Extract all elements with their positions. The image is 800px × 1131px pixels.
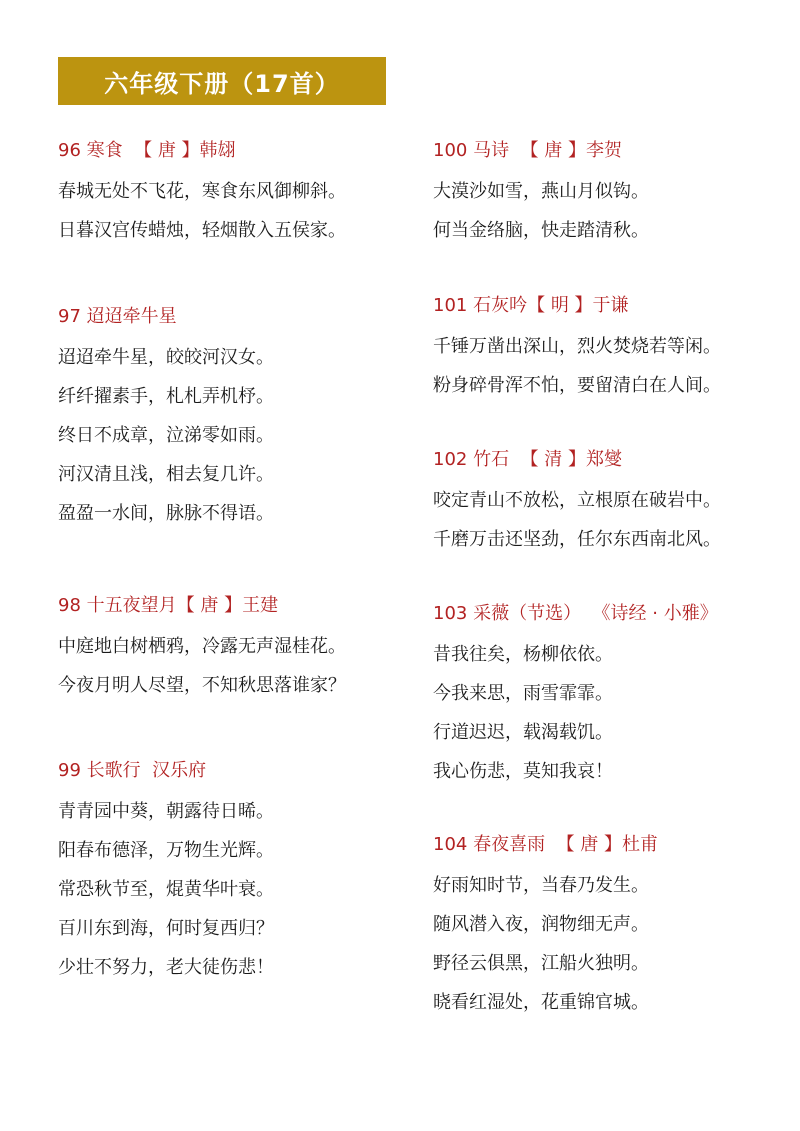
poem-line: 我心伤悲，莫知我哀！ [433,761,613,782]
poem-number: 103 [433,603,468,624]
poem-99 [58,759,398,995]
poem-number: 101 [433,295,468,316]
section-banner [58,57,386,105]
poem-102 [433,448,773,567]
poem-101 [433,294,773,413]
poem-number: 96 [58,140,81,161]
poem-heading [58,305,398,329]
poem-line: 粉身碎骨浑不怕，要留清白在人间。 [433,375,721,396]
poem-number: 104 [433,834,468,855]
poem-line: 晓看红湿处，花重锦官城。 [433,992,649,1013]
poem-title: 采薇（节选） [473,603,582,624]
poem-100 [433,139,773,258]
poem-line: 今我来思，雨雪霏霏。 [433,683,613,704]
poem-line: 少壮不努力，老大徒伤悲！ [58,957,274,978]
poem-96 [58,139,398,258]
poem-line: 迢迢牵牛星，皎皎河汉女。 [58,347,274,368]
poem-number: 98 [58,595,81,616]
poem-title: 寒食 [86,140,123,161]
poem-number: 102 [433,449,468,470]
poem-author: 汉乐府 [152,760,207,781]
section-title: 六年级下册（17首） [104,69,340,98]
poem-title: 迢迢牵牛星 [86,306,177,327]
poem-heading [433,294,773,318]
poem-line: 河汉清且浅，相去复几许。 [58,464,274,485]
poem-98 [58,594,398,713]
poem-line: 终日不成章，泣涕零如雨。 [58,425,274,446]
poem-line: 日暮汉宫传蜡烛，轻烟散入五侯家。 [58,220,346,241]
poem-line: 纤纤擢素手，札札弄机杼。 [58,386,274,407]
poem-line: 好雨知时节，当春乃发生。 [433,875,649,896]
poem-author: 【 清 】郑燮 [520,449,622,470]
poem-line: 千锤万凿出深山，烈火焚烧若等闲。 [433,336,721,357]
poem-line: 常恐秋节至，焜黄华叶衰。 [58,879,274,900]
poem-title: 竹石 [473,449,510,470]
poem-heading [58,759,398,783]
poem-line: 中庭地白树栖鸦，冷露无声湿桂花。 [58,636,346,657]
poem-number: 97 [58,306,81,327]
poem-title: 十五夜望月 [86,595,177,616]
poem-author: 【 唐 】杜甫 [556,834,658,855]
poem-line: 阳春布德泽，万物生光辉。 [58,840,274,861]
poem-104 [433,833,773,1030]
poem-author: 【 唐 】韩翃 [134,140,236,161]
poem-heading [433,448,773,472]
poem-line: 野径云俱黑，江船火独明。 [433,953,649,974]
poem-line: 盈盈一水间，脉脉不得语。 [58,503,274,524]
poem-author: 【 唐 】李贺 [520,140,622,161]
poem-heading [433,833,773,857]
poem-line: 百川东到海，何时复西归？ [58,918,274,939]
poem-heading [433,139,773,163]
poem-title: 春夜喜雨 [473,834,546,855]
poem-line: 行道迟迟，载渴载饥。 [433,722,613,743]
poem-line: 昔我往矣，杨柳依依。 [433,644,613,665]
poem-number: 99 [58,760,81,781]
poem-line: 千磨万击还坚劲，任尔东西南北风。 [433,529,721,550]
poem-line: 大漠沙如雪，燕山月似钩。 [433,181,649,202]
poem-line: 今夜月明人尽望，不知秋思落谁家？ [58,675,346,696]
poem-heading [58,139,398,163]
poem-line: 春城无处不飞花，寒食东风御柳斜。 [58,181,346,202]
poem-author: 《诗经 · 小雅》 [592,603,718,624]
poem-line: 随风潜入夜，润物细无声。 [433,914,649,935]
poem-number: 100 [433,140,468,161]
poem-line: 何当金络脑，快走踏清秋。 [433,220,649,241]
poem-author: 【 明 】于谦 [527,295,629,316]
poem-heading [433,602,773,626]
poem-97 [58,305,398,541]
poem-title: 石灰吟 [473,295,528,316]
poem-author: 【 唐 】王建 [176,595,279,616]
poem-line: 青青园中葵，朝露待日晞。 [58,801,274,822]
poem-line: 咬定青山不放松，立根原在破岩中。 [433,490,721,511]
poem-title: 马诗 [473,140,510,161]
poem-103 [433,602,773,799]
poem-title: 长歌行 [86,760,141,781]
poem-heading [58,594,398,618]
